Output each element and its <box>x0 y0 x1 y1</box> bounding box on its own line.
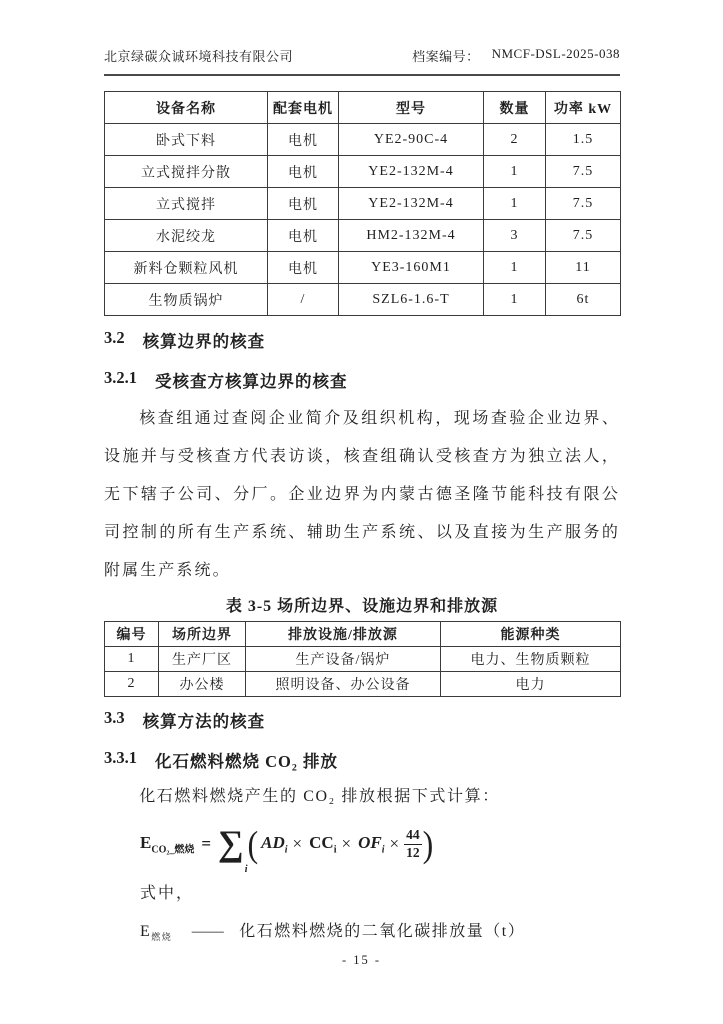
page-number: - 15 - <box>341 953 382 967</box>
table-header-row <box>105 92 621 124</box>
table-cell: 办公楼 <box>159 672 246 697</box>
table-cell: 1 <box>484 284 546 316</box>
table-row <box>105 156 621 188</box>
table-cell: YE2-132M-4 <box>339 188 484 220</box>
section-heading-3-3-1 <box>104 748 620 772</box>
section-heading-3-2 <box>104 328 620 352</box>
archive-label: 档案编号： <box>412 49 480 64</box>
table-cell: 1 <box>484 252 546 284</box>
equipment-table <box>104 91 621 316</box>
symbol-definition-line <box>140 918 620 943</box>
summation-symbol: $\sum_i$ <box>218 823 248 875</box>
section-title: 受核查方核算边界的核查 <box>155 372 348 391</box>
section-title: 核算方法的核查 <box>142 712 266 731</box>
section-number: 3.3.1 <box>104 748 137 767</box>
archive-number-group <box>412 46 620 65</box>
column-header: 数量 <box>484 92 546 124</box>
table-cell: 新料仓颗粒风机 <box>105 252 268 284</box>
formula-term-OF: $OF_i$ <box>358 832 385 856</box>
table-cell: 1 <box>105 647 159 672</box>
section-title: 核算边界的核查 <box>142 332 266 351</box>
table-cell: YE2-132M-4 <box>339 156 484 188</box>
table-header-row <box>105 622 621 647</box>
section-heading-3-2-1 <box>104 368 620 392</box>
table-cell: 7.5 <box>546 156 621 188</box>
table-cell: 电机 <box>268 220 339 252</box>
definition-symbol: $E_{燃烧}$ <box>140 923 173 943</box>
column-header: 配套电机 <box>268 92 339 124</box>
boundary-paragraph: 核查组通过查阅企业简介及组织机构，现场查验企业边界、设施并与受核查方代表访谈，核查组确认受核查方为独立法人，无下辖子公司、分厂。企业边界为内蒙古德圣隆节能科技有限公司控制的所有生产系统、辅助生产系统、以及直接为生产服务的附属生产系统。 <box>104 410 620 579</box>
table-cell: 11 <box>546 252 621 284</box>
table-cell: 电机 <box>268 156 339 188</box>
table-cell: 1.5 <box>546 124 621 156</box>
table-cell: 立式搅拌 <box>105 188 268 220</box>
table-cell: 3 <box>484 220 546 252</box>
table-cell: 水泥绞龙 <box>105 220 268 252</box>
close-paren: ) <box>422 823 434 865</box>
column-header: 能源种类 <box>441 622 621 647</box>
table-cell: 电机 <box>268 188 339 220</box>
table-row <box>105 124 621 156</box>
multiply-sign: × <box>341 834 352 853</box>
table-cell: 7.5 <box>546 188 621 220</box>
table-cell: 电力 <box>441 672 621 697</box>
column-header: 排放设施/排放源 <box>246 622 441 647</box>
table-row <box>105 647 621 672</box>
formula-term-CC: $CC_i$ <box>309 832 337 856</box>
section-heading-3-3 <box>104 708 620 732</box>
table-row <box>105 188 621 220</box>
boundary-table <box>104 621 621 697</box>
table-cell: 1 <box>484 188 546 220</box>
table-cell: 7.5 <box>546 220 621 252</box>
table-cell: 电力、生物质颗粒 <box>441 647 621 672</box>
table-cell: 生产厂区 <box>159 647 246 672</box>
column-header: 设备名称 <box>105 92 268 124</box>
section-number: 3.2 <box>104 328 125 347</box>
table-cell: YE3-160M1 <box>339 252 484 284</box>
where-label: 式中， <box>140 885 195 902</box>
column-header: 编号 <box>105 622 159 647</box>
definition-dash: —— <box>191 923 224 940</box>
column-header: 型号 <box>339 92 484 124</box>
co2-combustion-formula <box>140 818 620 875</box>
formula-lhs: $E_{CO_2\_燃烧}$ <box>140 832 195 856</box>
open-paren: ( <box>247 823 259 865</box>
table-cell: 6t <box>546 284 621 316</box>
table-row <box>105 252 621 284</box>
definition-text: 化石燃料燃烧的二氧化碳排放量（t） <box>239 923 526 940</box>
fraction-44-12: $\frac{44}{12}$ <box>406 827 420 860</box>
table-cell: 2 <box>105 672 159 697</box>
table-cell: SZL6-1.6-T <box>339 284 484 316</box>
multiply-sign: × <box>292 834 303 853</box>
archive-number: NMCF-DSL-2025-038 <box>491 46 620 61</box>
column-header: 功率 kW <box>546 92 621 124</box>
table-row <box>105 672 621 697</box>
table-cell: 生物质锅炉 <box>105 284 268 316</box>
column-header: 场所边界 <box>159 622 246 647</box>
table-cell: YE2-90C-4 <box>339 124 484 156</box>
table-cell: 电机 <box>268 124 339 156</box>
table-cell: / <box>268 284 339 316</box>
table-cell: 生产设备/锅炉 <box>246 647 441 672</box>
section-number: 3.3 <box>104 708 125 727</box>
page-header <box>104 46 620 76</box>
table-row <box>105 220 621 252</box>
table-row <box>105 284 621 316</box>
table-cell: 电机 <box>268 252 339 284</box>
formula-term-AD: $AD_i$ <box>261 832 288 856</box>
formula-intro-paragraph: 化石燃料燃烧产生的 CO₂ 排放根据下式计算： <box>139 788 500 805</box>
company-name: 北京绿碳众诚环境科技有限公司 <box>104 49 294 64</box>
table-3-5-caption: 表 3-5 场所边界、设施边界和排放源 <box>225 598 499 615</box>
table-cell: 1 <box>484 156 546 188</box>
equals-sign: = <box>201 834 212 853</box>
section-number: 3.2.1 <box>104 368 137 387</box>
table-cell: HM2-132M-4 <box>339 220 484 252</box>
multiply-sign: × <box>389 834 400 853</box>
table-cell: 2 <box>484 124 546 156</box>
table-cell: 立式搅拌分散 <box>105 156 268 188</box>
table-cell: 卧式下料 <box>105 124 268 156</box>
table-cell: 照明设备、办公设备 <box>246 672 441 697</box>
section-title: 化石燃料燃烧 CO₂ 排放 <box>155 752 338 771</box>
